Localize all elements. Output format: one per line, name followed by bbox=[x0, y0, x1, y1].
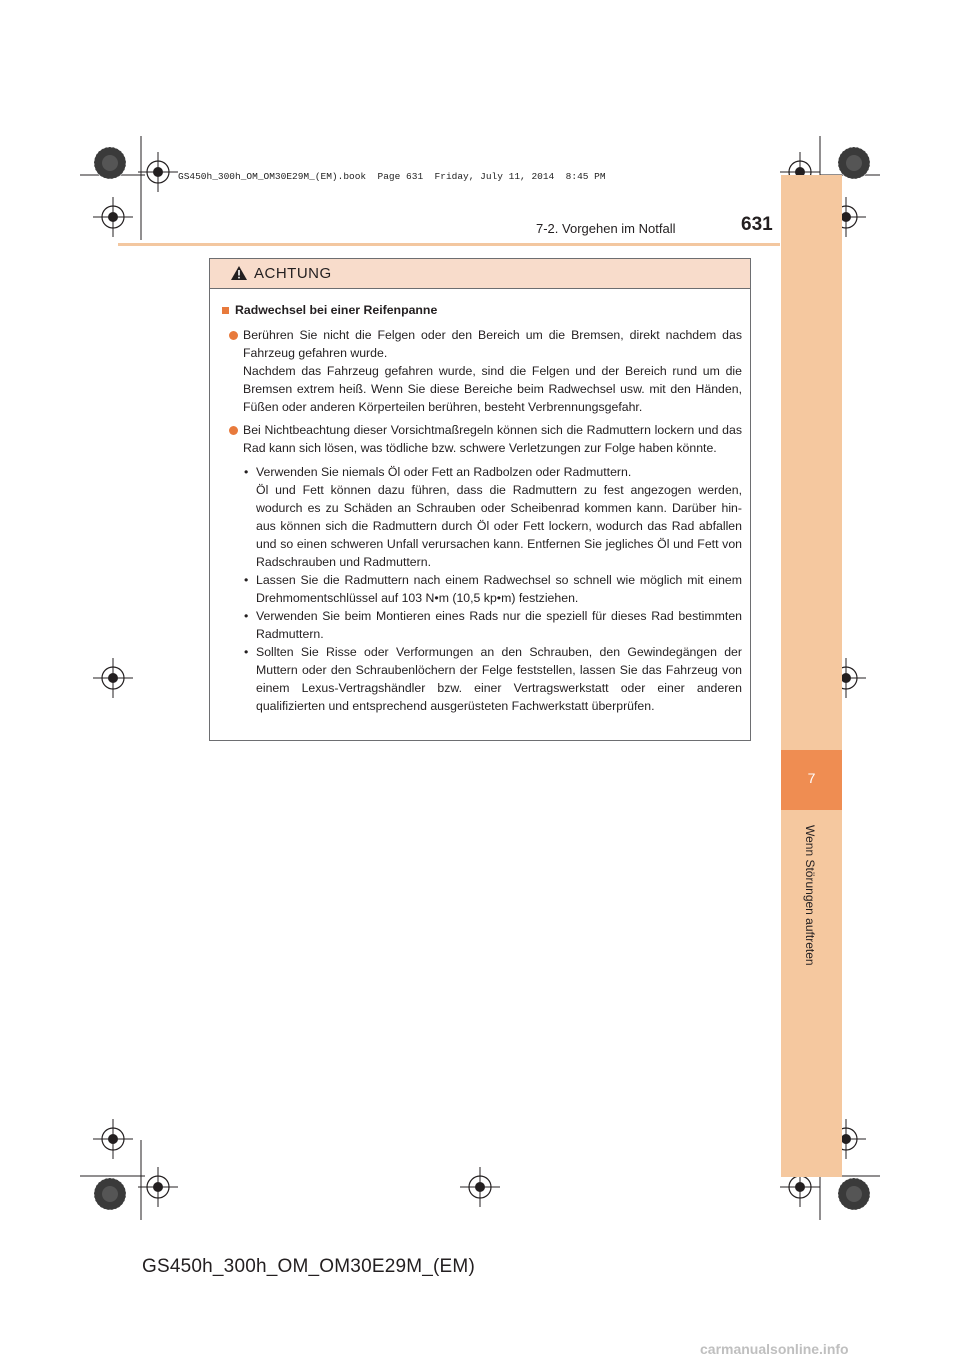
sub-item-text: Sollten Sie Risse oder Verformungen an den Schrauben, den Gewindegängen der Muttern oder den Schraubenlöchern der Felge feststellen, lassen Sie das Fahrzeug von einem Lexus-Vertragshändler bzw. einer Vertragswerkstatt oder einer anderen qualifizierten und entsprechend ausgerüsteten Fachwerkstatt überprüfen. bbox=[256, 645, 742, 713]
print-info: GS450h_300h_OM_OM30E29M_(EM).book Page 631 Friday, July 11, 2014 8:45 PM bbox=[178, 171, 606, 182]
square-bullet-icon bbox=[222, 307, 229, 314]
bullet-icon: • bbox=[244, 573, 249, 587]
sub-item-text: Verwenden Sie beim Montieren eines Rads nur die speziell für dieses Rad bestimmten Radmuttern. bbox=[256, 609, 742, 641]
warning-topic bbox=[222, 301, 742, 319]
sub-item-text: Öl und Fett können dazu führen, dass die Radmuttern zu fest angezogen werden, wodurch es zu Schäden an Schrauben oder Scheibenrad kommen kann. Darüber hin-aus können sich die Radmuttern durch Öl oder Fett lockern, wodurch das Rad abfallen und so einen schweren Unfall verursachen kann. Entfernen Sie jegliches Öl und Fett von Radschrauben und Radmuttern. bbox=[256, 483, 742, 569]
sub-item bbox=[243, 571, 742, 607]
watermark: carmanualsonline.info bbox=[700, 1341, 849, 1357]
warning-box bbox=[209, 258, 751, 741]
paragraph-text: Nachdem das Fahrzeug gefahren wurde, sind die Felgen und der Bereich rund um die Bremsen extrem heiß. Wenn Sie diese Bereiche beim Radwechsel usw. mit den Händen, Füßen oder anderen Körperteilen berühren, besteht Verbrennungsgefahr. bbox=[243, 364, 742, 414]
circle-bullet-icon bbox=[229, 331, 238, 340]
page-number: 631 bbox=[741, 214, 773, 235]
circle-bullet-icon bbox=[229, 426, 238, 435]
header-rule bbox=[118, 243, 780, 246]
bullet-icon: • bbox=[244, 645, 249, 659]
sub-item-text: Lassen Sie die Radmuttern nach einem Radwechsel so schnell wie möglich mit einem Drehmomentschlüssel auf 103 N•m (10,5 kp•m) festziehen. bbox=[256, 573, 742, 605]
sub-item-text: Verwenden Sie niemals Öl oder Fett an Radbolzen oder Radmuttern. bbox=[256, 465, 632, 479]
warning-title: ACHTUNG bbox=[254, 265, 332, 282]
topic-text: Radwechsel bei einer Reifenpanne bbox=[235, 303, 438, 317]
warning-point bbox=[222, 421, 742, 457]
warning-header bbox=[210, 259, 750, 289]
section-title: 7-2. Vorgehen im Notfall bbox=[536, 221, 676, 236]
bullet-icon: • bbox=[244, 609, 249, 623]
paragraph-text: Berühren Sie nicht die Felgen oder den Bereich um die Bremsen, direkt nachdem das Fahrzeug gefahren wurde. bbox=[243, 328, 742, 360]
sub-item bbox=[243, 643, 742, 715]
paragraph-text: Bei Nichtbeachtung dieser Vorsichtmaßregeln können sich die Radmuttern lockern und das Rad kann sich lösen, was tödliche bzw. schwere Verletzungen zur Folge haben könnte. bbox=[243, 423, 742, 455]
bullet-icon: • bbox=[244, 465, 249, 479]
sub-item bbox=[243, 463, 742, 571]
warning-body bbox=[210, 289, 750, 715]
chapter-title: Wenn Störungen auftreten bbox=[803, 825, 817, 966]
chapter-box bbox=[781, 750, 842, 810]
warning-triangle-icon bbox=[230, 265, 248, 281]
sub-list bbox=[243, 463, 742, 715]
side-tab bbox=[781, 175, 842, 1177]
sub-item bbox=[243, 607, 742, 643]
footer-code: GS450h_300h_OM_OM30E29M_(EM) bbox=[142, 1256, 475, 1277]
warning-point bbox=[222, 326, 742, 416]
chapter-number: 7 bbox=[807, 770, 816, 786]
